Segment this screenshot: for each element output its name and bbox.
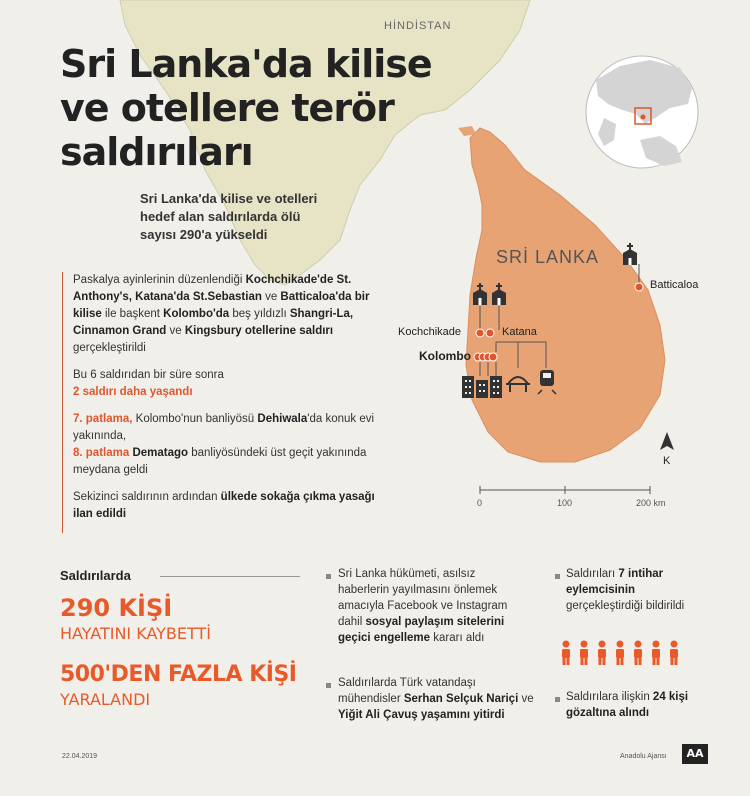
middle-bullet-2: Saldırılarda Türk vatandaşı mühendisler Serhan Selçuk Nariçi ve Yiğit Ali Çavuş yaşamını yitirdi	[338, 677, 534, 721]
divider	[160, 576, 300, 577]
story-paragraph-1: Paskalya ayinlerinin düzenlendiği Kochchikade'de St. Anthony's, Katana'da St.Sebastian ve Batticaloa'da bir kilise ile başkent Kolombo'da beş yıldızlı Shangri-La, Cinnamon Grand ve Kingsbury otellerine saldırı gerçekleştirildi	[73, 274, 370, 354]
story-paragraph-4: Sekizinci saldırının ardından ülkede sokağa çıkma yasağı ilan edildi	[73, 491, 375, 520]
stats-heading: Saldırılarda	[60, 568, 131, 583]
city-label-kolombo: Kolombo	[419, 349, 471, 363]
dead-count: 290 KİŞİ	[60, 594, 173, 622]
right-bullet-2: Saldırılara ilişkin 24 kişi gözaltına alındı	[566, 691, 689, 719]
north-arrow-icon	[660, 432, 674, 450]
attacker-icons	[560, 640, 686, 671]
city-label-batticaloa: Batticaloa	[650, 279, 699, 291]
church-icon	[623, 243, 637, 265]
page-title: Sri Lanka'da kilise ve otellere terör saldırıları	[60, 42, 432, 174]
markers-kolombo	[474, 353, 497, 361]
scale-tick-100: 100	[557, 498, 573, 508]
marker-kochchikade	[476, 329, 484, 337]
scale-bar	[480, 486, 650, 494]
marker-batticaloa	[635, 283, 643, 291]
person-icon	[634, 641, 642, 666]
north-label: K	[663, 455, 671, 467]
dead-label: HAYATINI KAYBETTİ	[60, 624, 211, 643]
person-icon	[598, 641, 606, 666]
person-icon	[670, 641, 678, 666]
footer-date: 22.04.2019	[62, 753, 98, 760]
person-icon	[562, 641, 570, 666]
city-label-kochchikade: Kochchikade	[398, 326, 461, 338]
right-bullet-1: Saldırıları 7 intihar eylemcisinin gerçekleştirdiği bildirildi	[566, 568, 685, 612]
footer-source: Anadolu Ajansı	[620, 753, 667, 760]
bullet	[326, 574, 331, 579]
bullet	[555, 574, 560, 579]
bullet	[326, 683, 331, 688]
scale-tick-200: 200 km	[636, 498, 666, 508]
person-icon	[652, 641, 660, 666]
middle-bullet-1: Sri Lanka hükümeti, asılsız haberlerin yayılmasını önlemek amacıyla Facebook ve Instagram dahil sosyal paylaşım sitelerini geçici engelleme kararı aldı	[338, 568, 508, 644]
bullet	[555, 697, 560, 702]
country-label: SRİ LANKA	[496, 247, 600, 267]
injured-count: 500'DEN FAZLA KİŞİ	[60, 662, 297, 687]
injured-label: YARALANDI	[60, 690, 151, 709]
person-icon	[580, 641, 588, 666]
story-text	[62, 272, 379, 533]
page-subtitle: Sri Lanka'da kilise ve otelleri hedef alan saldırılarda ölü sayısı 290'a yükseldi	[140, 191, 318, 242]
city-label-katana: Katana	[502, 326, 537, 338]
story-paragraph-3: 7. patlama, Kolombo'nun banliyösü Dehiwala'da konuk evi yakınında, 8. patlama Dematago banliyösündeki üst geçit yakınında meydana geldi	[73, 413, 375, 476]
aa-logo: AA	[682, 744, 708, 764]
globe-sri-lanka-dot	[641, 115, 646, 120]
marker-katana	[486, 329, 494, 337]
neighbor-country-label: HİNDİSTAN	[384, 20, 452, 32]
person-icon	[616, 641, 624, 666]
scale-tick-0: 0	[477, 498, 483, 508]
story-paragraph-2: Bu 6 saldırıdan bir süre sonra 2 saldırı daha yaşandı	[73, 369, 224, 398]
